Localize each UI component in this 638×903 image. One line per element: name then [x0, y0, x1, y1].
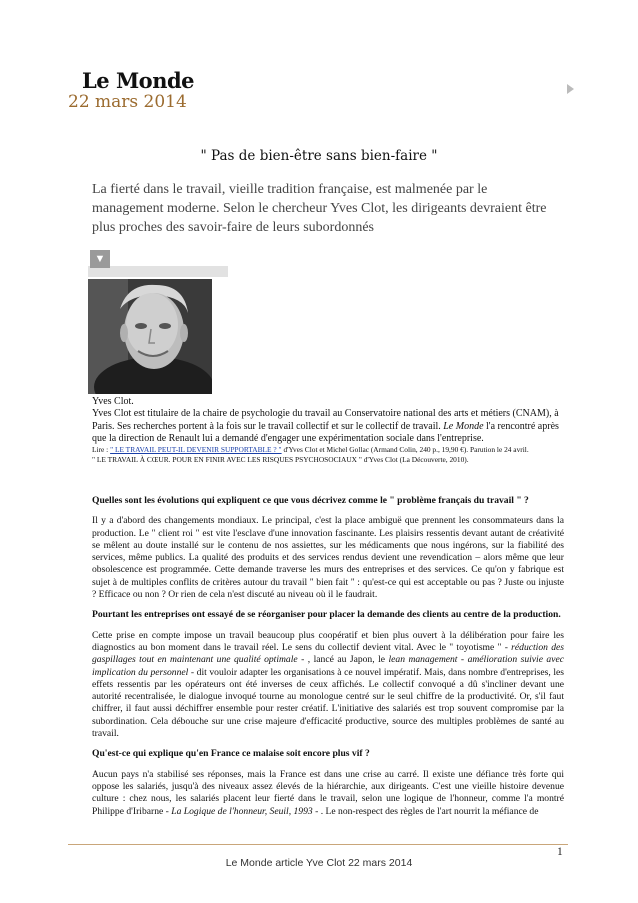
answer-emphasis: réduction des gaspillages tout en maintenant une qualité optimale: [92, 641, 564, 666]
further-reading-label: Lire :: [92, 445, 109, 455]
interview-question-3: Qu'est-ce qui explique qu'en France ce malaise soit encore plus vif ?: [92, 748, 370, 760]
answer-text: - , lancé au Japon, le: [301, 654, 385, 666]
answer-text: Cette prise en compte impose un travail beaucoup plus coopératif et bien plus ouvert à la délibération pour faire les diagnostics au bon moment dans le travail réel. Le sens du collectif devient vital. Avec le " toyotisme " -: [92, 629, 564, 653]
author-photo: [88, 279, 212, 394]
book-link[interactable]: " LE TRAVAIL PEUT-IL DEVENIR SUPPORTABLE ? ": [110, 445, 282, 455]
portrait-illustration: [88, 279, 212, 394]
photo-caption: Yves Clot.: [92, 396, 134, 407]
interview-question-1: Quelles sont les évolutions qui expliquent ce que vous décrivez comme le " problème français du travail " ?: [92, 495, 529, 506]
article-headline: " Pas de bien-être sans bien-faire ": [200, 148, 438, 164]
author-bio-text: Yves Clot est titulaire de la chaire de psychologie du travail au Conservatoire national des arts et métiers (CNAM), à Paris. Ses recherches portent à la fois sur le travail collectif et sur le collectif de travail.: [92, 408, 559, 432]
interview-question-2: Pourtant les entreprises ont essayé de se réorganiser pour placer la demande des clients au centre de la production.: [92, 609, 561, 621]
book-details: d'Yves Clot et Michel Gollac (Armand Colin, 240 p., 19,90 €). Parution le 24 avril.: [283, 445, 529, 455]
footer-rule: [68, 844, 568, 845]
footer-text: Le Monde article Yve Clot 22 mars 2014: [225, 857, 413, 869]
answer-text: - . Le non-respect des règles de l'art nourrit la méfiance de: [315, 805, 539, 817]
answer-text: Aucun pays n'a stabilisé ses réponses, mais la France est dans une crise au carré. Il existe une défiance très forte qui oppose les salariés, jusqu'à des niveaux assez élevés de la hiérarchie, aux dirigeants. C'est une vieille histoire devenue culture : chez nous, les salariés placent leur fierté dans le travail, selon une logique de l'honneur, comme l'a montré Philippe d'Iribarne -: [92, 768, 564, 817]
interview-answer-3: [92, 769, 564, 818]
author-bio-paper: Le Monde: [443, 420, 484, 432]
interview-answer-1: Il y a d'abord des changements mondiaux. Le principal, c'est la place ambiguë que prennent les consommateurs dans la production. Le " client roi " est vite l'esclave d'une innovation fascinante. Les plaisirs ressentis devant autant de créativité se mêlent au doute installé sur le contenu de nos assiettes, sur les médicaments que nous ingérons, sur la fiabilité des services, même publics. La qualité des produits et des services rendus devient une revendication – alors même que leur obsolescence est programmée. Cette demande traverse les murs des entreprises et des services. Ce qu'on y fabrique est sujet à de multiples conflits de critères autour du travail " bien fait " : qu'est-ce qui est acceptable ou pas ? Juste ou injuste ? Efficace ou non ? Or rien de cela n'est discuté au niveau où il le faudrait.: [92, 515, 564, 601]
answer-emphasis: lean management - amélioration suivie avec implication du personnel: [92, 654, 564, 678]
le-monde-logo: Le Monde: [82, 68, 195, 93]
second-book: " LE TRAVAIL À CŒUR. POUR EN FINIR AVEC LES RISQUES PSYCHOSOCIAUX " d'Yves Clot (La Découverte, 2010).: [92, 455, 469, 465]
publication-date: 22 mars 2014: [68, 92, 187, 112]
interview-answer-2: [92, 630, 564, 741]
answer-emphasis: La Logique de l'honneur, Seuil, 1993: [171, 805, 313, 817]
answer-text: - dit vouloir adapter les organisations à ce nouvel impératif. Mais, dans nombre d'entreprises, les effets ressentis par les opérateurs ont été inverses de ceux affichés. Le collectif convoqué a dû s'incliner devant une autorité recentralisée, le dialogue invoqué tourne au monologue centré sur le seul chiffre de la productivité. Or, s'il faut chiffrer, il faut aussi déchiffrer ensemble pour rester créatif. L'initiative des salariés est trop souvent compromise par la subordination. Cela débouche sur une crise majeure d'efficacité productive, source des multiples problèmes de santé au travail.: [92, 666, 564, 740]
article-lede: La fierté dans le travail, vieille tradition française, est malmenée par le management moderne. Selon le chercheur Yves Clot, les dirigeants devraient être plus proches des savoir-faire de leurs subordonnés: [92, 182, 547, 235]
page-number: 1: [557, 846, 563, 858]
page-corner-arrow-icon: [567, 84, 574, 94]
author-bio-text-2: l'a rencontré après que la direction de Renault lui a demandé d'engager une expérimentation sociale dans l'entreprise.: [92, 420, 559, 444]
figure-collapse-icon[interactable]: ▼: [90, 250, 110, 268]
author-bio: [92, 408, 564, 445]
article-body: [92, 495, 564, 826]
figure-caption-block: [92, 396, 564, 465]
further-reading: [92, 445, 564, 455]
